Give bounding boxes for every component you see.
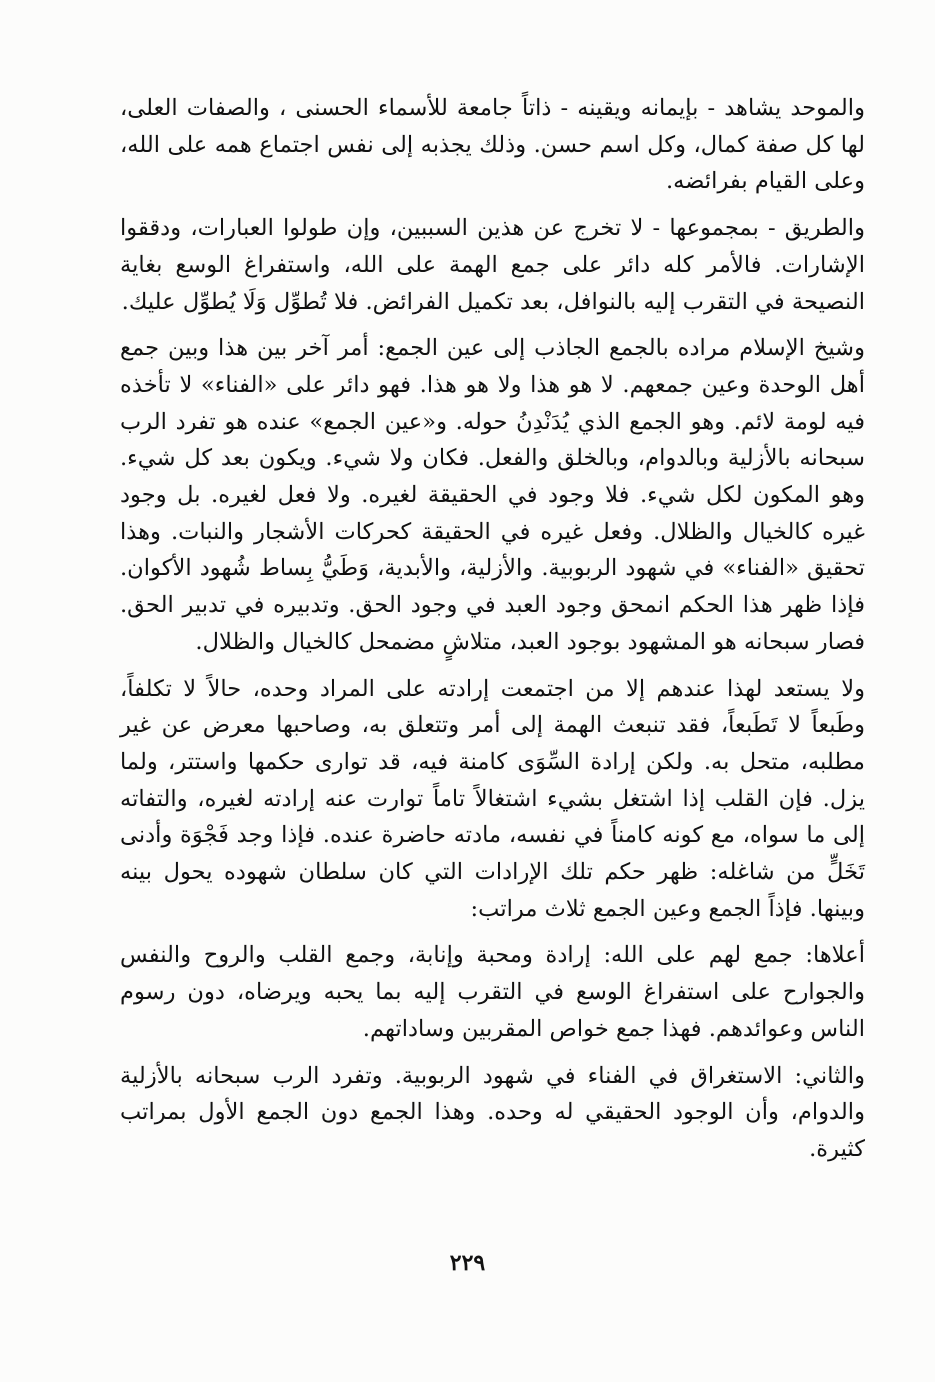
body-text: [120, 90, 865, 1178]
paragraph-2: والطريق - بمجموعها - لا تخرج عن هذين السببين، وإن طولوا العبارات، ودققوا الإشارات. فالأمر كله دائر على جمع الهمة على الله، واستفراغ الوسع بغاية النصيحة في التقرب إليه بالنوافل، بعد تكميل الفرائض. فلا تُطوِّل وَلَا يُطوِّل عليك.: [120, 215, 865, 315]
paragraph-3: وشيخ الإسلام مراده بالجمع الجاذب إلى عين الجمع: أمر آخر بين هذا وبين جمع أهل الوحدة وعين جمعهم. لا هو هذا ولا هو هذا. فهو دائر على «الفناء» لا تأخذه فيه لومة لائم. وهو الجمع الذي يُدَنْدِنُ حوله. و«عين الجمع» عنده هو تفرد الرب سبحانه بالأزلية وبالدوام، وبالخلق والفعل. فكان ولا شيء. ويكون بعد كل شيء. وهو المكون لكل شيء. فلا وجود في الحقيقة لغيره. ولا فعل لغيره. بل وجود غيره كالخيال والظلال. وفعل غيره في الحقيقة كحركات الأشجار والنبات. وهذا تحقيق «الفناء» في شهود الربوبية. والأزلية، والأبدية، وَطَيُّ بِساط شُهود الأكوان. فإذا ظهر هذا الحكم انمحق وجود العبد في وجود الحق. وتدبيره في تدبير الحق. فصار سبحانه هو المشهود بوجود العبد، متلاشٍ مضمحل كالخيال والظلال.: [120, 335, 865, 655]
paragraph-1: والموحد يشاهد - بإيمانه ويقينه - ذاتاً جامعة للأسماء الحسنى ، والصفات العلى، لها كل صفة كمال، وكل اسم حسن. وذلك يجذبه إلى نفس اجتماع همه على الله، وعلى القيام بفرائضه.: [120, 95, 865, 195]
paragraph-4: ولا يستعد لهذا عندهم إلا من اجتمعت إرادته على المراد وحده، حالاً لا تكلفاً، وطَبعاً لا تَطَبعاً، فقد تنبعث الهمة إلى أمر وتتعلق به، وصاحبها معرض عن غير مطلبه، متحل به. ولكن إرادة السِّوَى كامنة فيه، قد توارى حكمها واستتر، ولما يزل. فإن القلب إذا اشتغل بشيء اشتغالاً تاماً توارت عنه إرادته لغيره، والتفاته إلى ما سواه، مع كونه كامناً في نفسه، مادته حاضرة عنده. فإذا وجد فَجْوَة وأدنى تَخَلٍّ من شاغله: ظهر حكم تلك الإرادات التي كان سلطان شهوده يحول بينه وبينها. فإذاً الجمع وعين الجمع ثلاث مراتب:: [120, 675, 865, 922]
paragraph-5: أعلاها: جمع لهم على الله: إرادة ومحبة وإنابة، وجمع القلب والروح والنفس والجوارح على استفراغ الوسع في التقرب إليه بما يحبه ويرضاه، دون رسوم الناس وعوائدهم. فهذا جمع خواص المقربين وساداتهم.: [120, 942, 865, 1042]
page-number: ٢٢٩: [449, 1250, 486, 1276]
paragraph-6: والثاني: الاستغراق في الفناء في شهود الربوبية. وتفرد الرب سبحانه بالأزلية والدوام، وأن الوجود الحقيقي له وحده. وهذا الجمع دون الجمع الأول بمراتب كثيرة.: [120, 1062, 865, 1162]
